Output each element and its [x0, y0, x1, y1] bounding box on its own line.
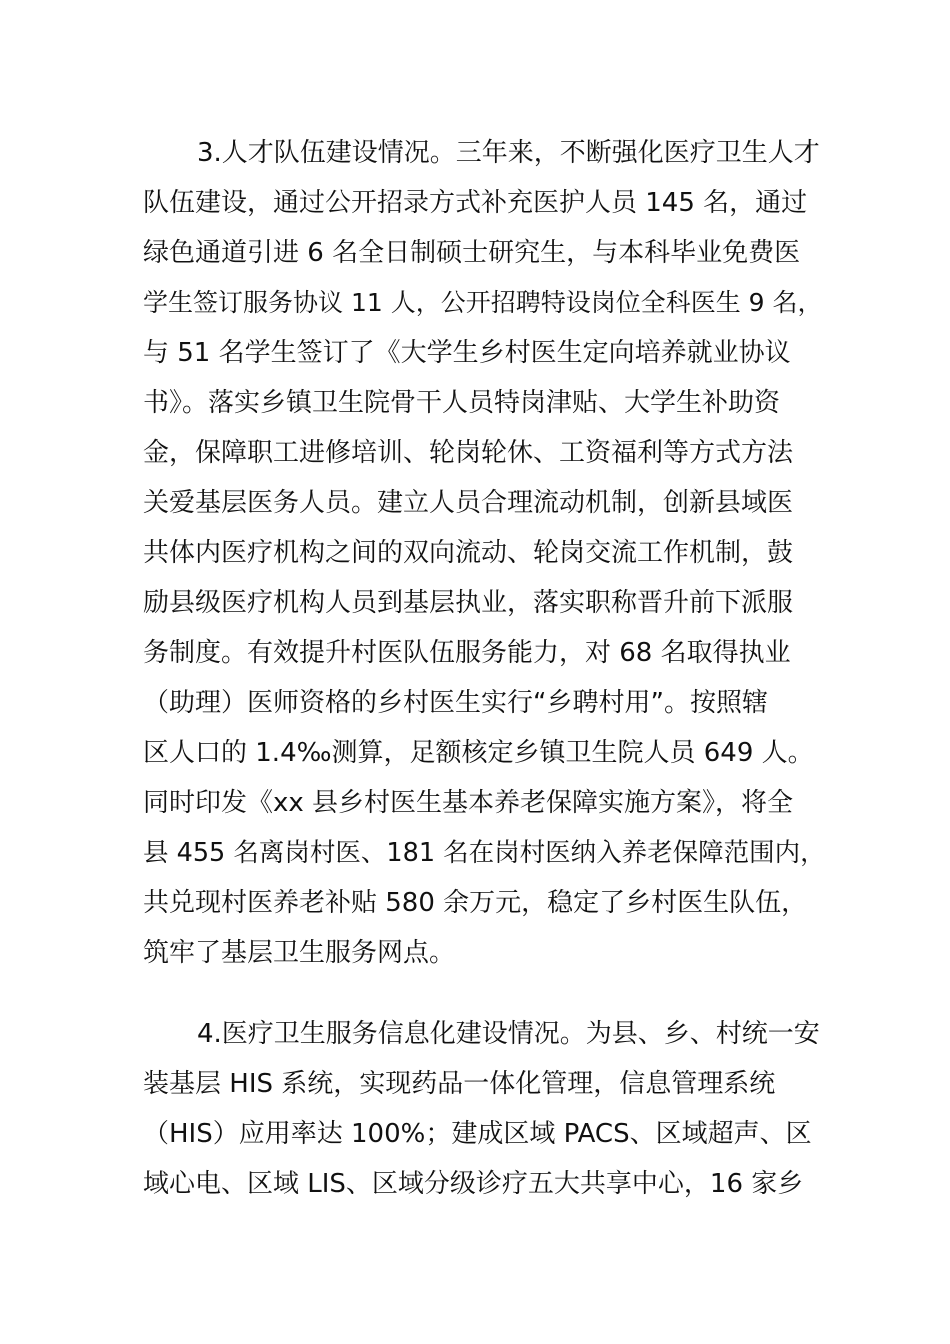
- text-line: 共体内医疗机构之间的双向流动、轮岗交流工作机制，鼓: [143, 538, 794, 568]
- text-line: 学生签订服务协议 11 人，公开招聘特设岗位全科医生 9 名，: [143, 288, 823, 317]
- text-line: （HIS）应用率达 100%；建成区域 PACS、区域超声、区: [143, 1119, 812, 1149]
- paragraph-talent-team: [143, 128, 833, 978]
- text-line: 绿色通道引进 6 名全日制硕士研究生，与本科毕业免费医: [143, 238, 801, 268]
- paragraph-informatization: [143, 1009, 833, 1209]
- text-line: 装基层 HIS 系统，实现药品一体化管理，信息管理系统: [143, 1069, 776, 1099]
- text-line: 共兑现村医养老补贴 580 余万元，稳定了乡村医生队伍，: [143, 888, 808, 918]
- text-line: （助理）医师资格的乡村医生实行“乡聘村用”。按照辖: [143, 688, 768, 718]
- text-line: 金，保障职工进修培训、轮岗轮休、工资福利等方式方法: [143, 438, 794, 468]
- text-line: 区人口的 1.4‰测算，足额核定乡镇卫生院人员 649 人。: [143, 738, 814, 768]
- text-line: 关爱基层医务人员。建立人员合理流动机制，创新县域医: [143, 488, 794, 518]
- text-line: 3.人才队伍建设情况。三年来，不断强化医疗卫生人才: [197, 138, 820, 168]
- text-line: 务制度。有效提升村医队伍服务能力，对 68 名取得执业: [143, 638, 791, 668]
- text-line: 域心电、区域 LIS、区域分级诊疗五大共享中心，16 家乡: [143, 1169, 804, 1199]
- text-line: 书》。落实乡镇卫生院骨干人员特岗津贴、大学生补助资: [143, 388, 781, 418]
- text-line: 队伍建设，通过公开招录方式补充医护人员 145 名，通过: [143, 188, 808, 218]
- text-line: 筑牢了基层卫生服务网点。: [143, 938, 456, 968]
- text-line: 4.医疗卫生服务信息化建设情况。为县、乡、村统一安: [197, 1019, 820, 1049]
- text-line: 同时印发《xx 县乡村医生基本养老保障实施方案》，将全: [143, 788, 794, 818]
- text-line: 励县级医疗机构人员到基层执业，落实职称晋升前下派服: [143, 588, 794, 618]
- text-line: 县 455 名离岗村医、181 名在岗村医纳入养老保障范围内，: [143, 838, 826, 868]
- text-line: 与 51 名学生签订了《大学生乡村医生定向培养就业协议: [143, 338, 791, 368]
